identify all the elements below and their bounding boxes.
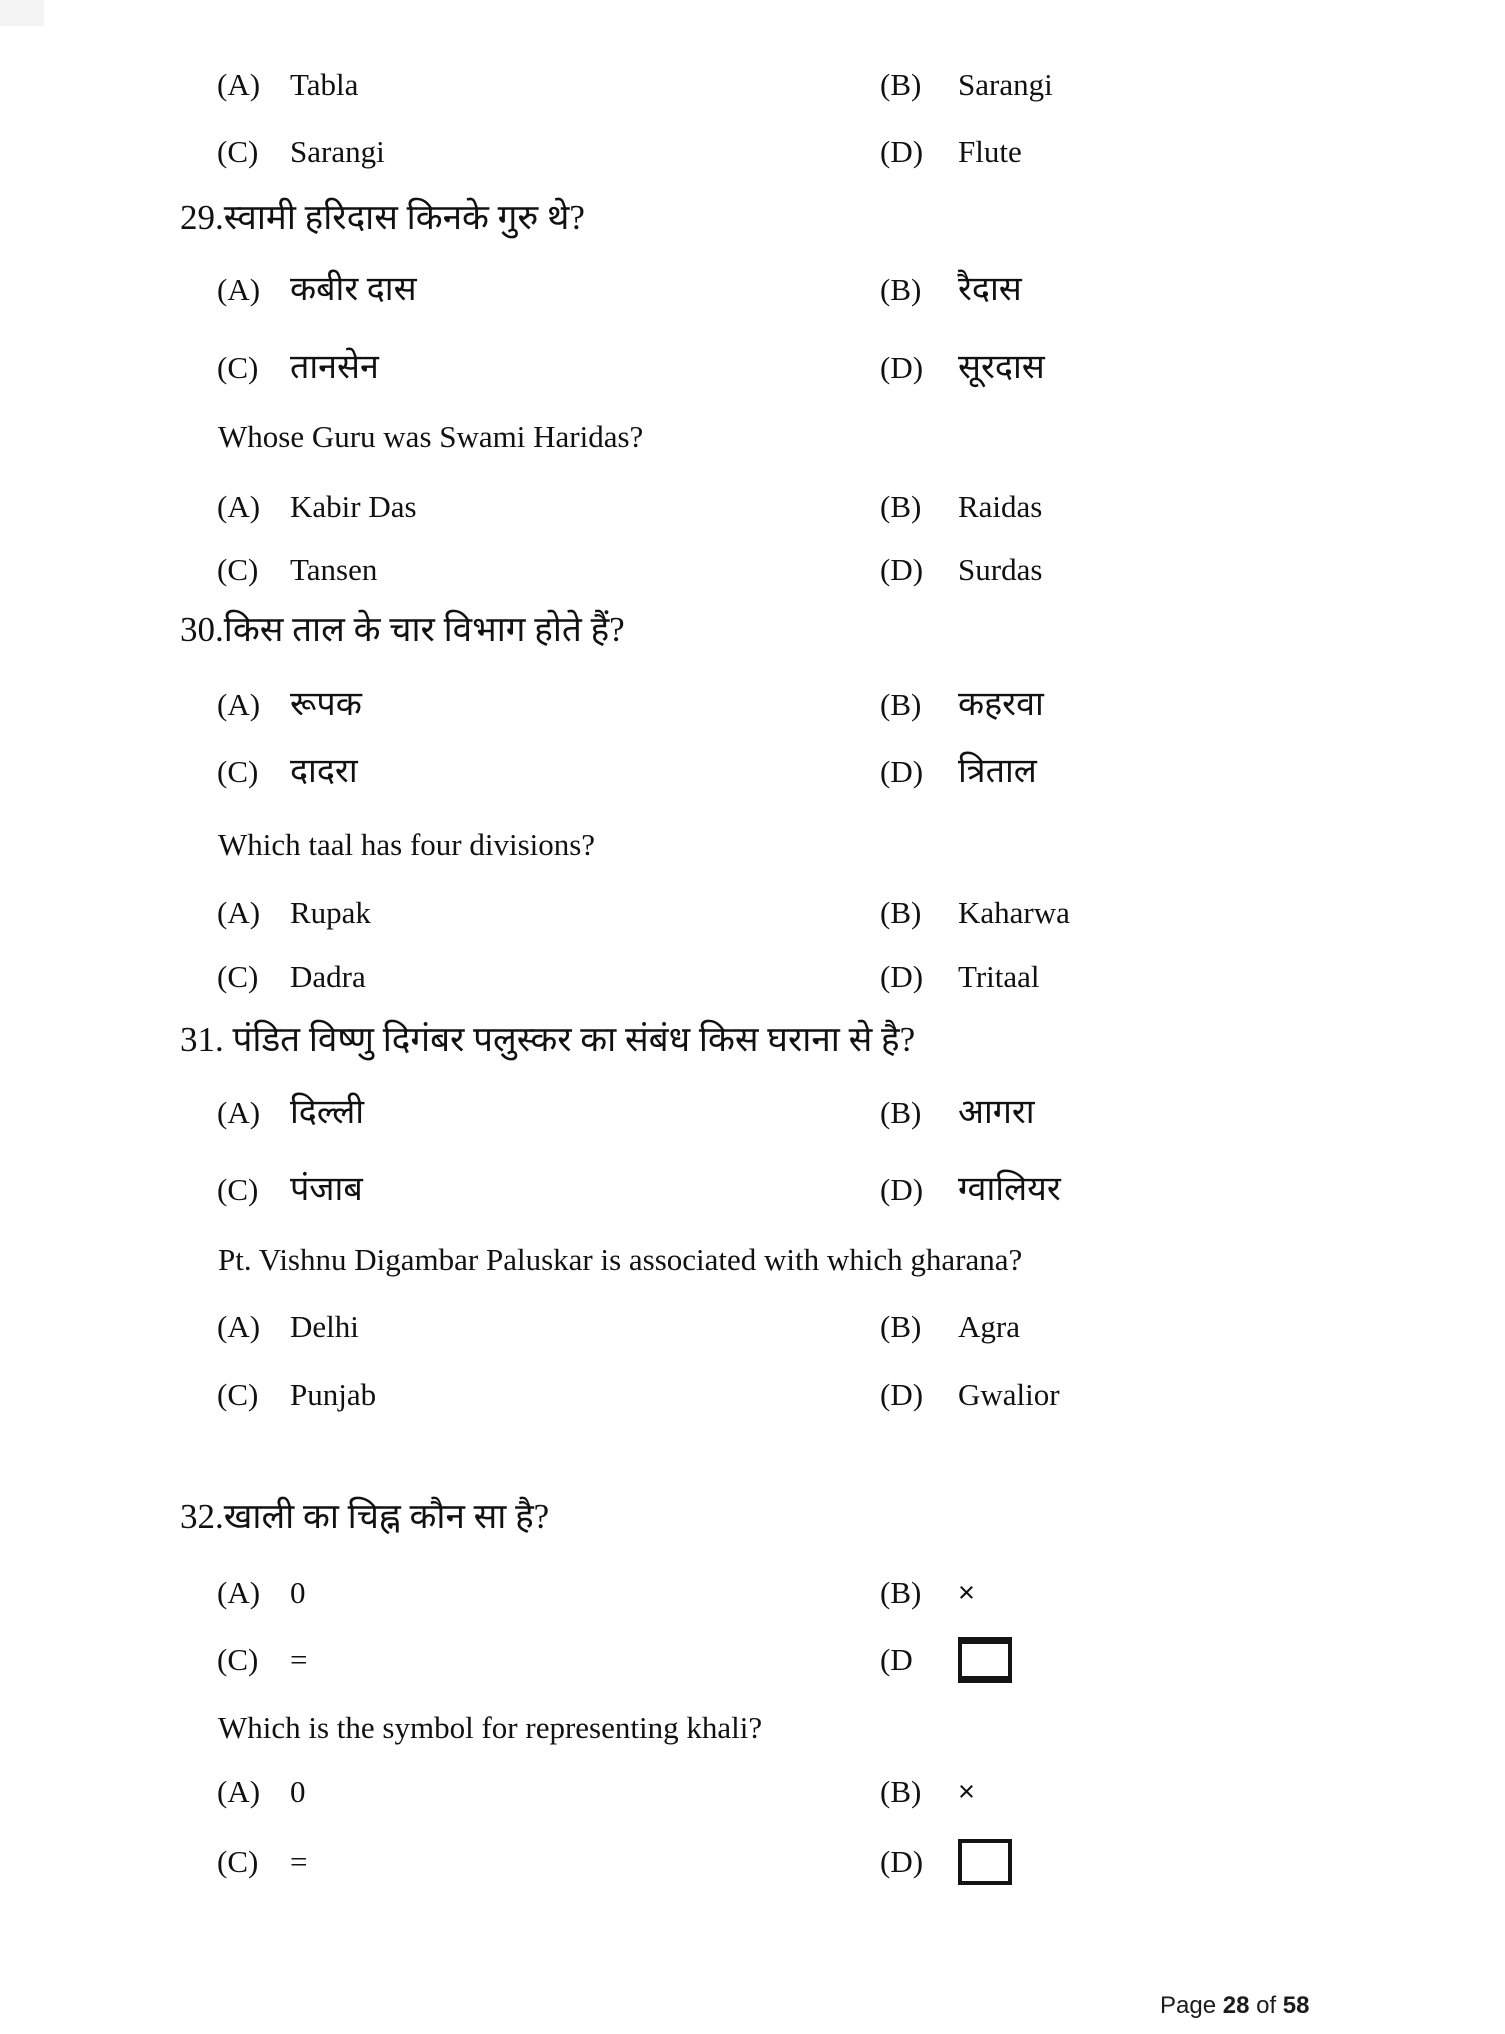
option-label: कबीर दास bbox=[290, 271, 417, 308]
footer-page-label: Page bbox=[1160, 1992, 1217, 2019]
option-c bbox=[217, 548, 377, 592]
option-label: Tansen bbox=[290, 552, 378, 587]
option-d bbox=[880, 1840, 1012, 1884]
question-32-hindi: 32.खाली का चिह्न कौन सा है? bbox=[180, 1497, 550, 1536]
footer-current-page: 28 bbox=[1222, 1992, 1250, 2019]
option-row bbox=[0, 1091, 1505, 1135]
question-31-hindi: 31. पंडित विष्णु दिगंबर पलुस्कर का संबंध किस घराना से है? bbox=[180, 1020, 916, 1059]
option-row bbox=[0, 1840, 1505, 1884]
option-letter: (D) bbox=[880, 134, 924, 169]
option-b bbox=[880, 485, 1042, 529]
option-c bbox=[217, 1840, 307, 1884]
option-letter: (C) bbox=[217, 1844, 259, 1879]
option-label: Sarangi bbox=[958, 67, 1053, 102]
option-letter: (C) bbox=[217, 1377, 259, 1412]
option-label: Kabir Das bbox=[290, 489, 417, 524]
option-letter: (A) bbox=[217, 489, 261, 524]
option-row bbox=[0, 130, 1505, 174]
option-letter: (B) bbox=[880, 1309, 922, 1344]
option-row bbox=[0, 268, 1505, 312]
option-a bbox=[217, 268, 417, 312]
footer-of-label: of bbox=[1256, 1992, 1277, 2019]
option-letter: (D) bbox=[880, 350, 924, 385]
option-d bbox=[880, 130, 1022, 174]
option-letter: (C) bbox=[217, 134, 259, 169]
option-row bbox=[0, 955, 1505, 999]
scan-artifact-patch bbox=[0, 0, 44, 26]
option-a bbox=[217, 1770, 306, 1814]
option-letter: (D) bbox=[880, 1172, 924, 1207]
option-letter: (A) bbox=[217, 687, 261, 722]
option-row bbox=[0, 1305, 1505, 1349]
option-label: ग्वालियर bbox=[958, 1171, 1061, 1208]
option-b bbox=[880, 1770, 975, 1814]
option-letter: (C) bbox=[217, 552, 259, 587]
option-d bbox=[880, 1168, 1061, 1212]
option-label: आगरा bbox=[958, 1094, 1035, 1131]
option-a bbox=[217, 683, 362, 727]
option-d bbox=[880, 1373, 1060, 1417]
option-letter: (D) bbox=[880, 552, 924, 587]
option-letter: (A) bbox=[217, 1095, 261, 1130]
option-letter: (B) bbox=[880, 272, 922, 307]
page-footer bbox=[1160, 1992, 1310, 2020]
option-label: दिल्ली bbox=[290, 1094, 365, 1131]
option-row bbox=[0, 750, 1505, 794]
option-row bbox=[0, 683, 1505, 727]
option-row bbox=[0, 548, 1505, 592]
option-label: Delhi bbox=[290, 1309, 359, 1344]
option-letter: (B) bbox=[880, 67, 922, 102]
option-letter: (A) bbox=[217, 895, 261, 930]
option-b bbox=[880, 1091, 1035, 1135]
option-c bbox=[217, 750, 358, 794]
option-letter: (D bbox=[880, 1642, 913, 1677]
option-label: पंजाब bbox=[290, 1171, 363, 1208]
question-29-english: Whose Guru was Swami Haridas? bbox=[218, 419, 644, 454]
option-letter: (A) bbox=[217, 272, 261, 307]
option-c bbox=[217, 955, 366, 999]
option-d bbox=[880, 955, 1040, 999]
question-30-hindi: 30.किस ताल के चार विभाग होते हैं? bbox=[180, 610, 625, 649]
option-row bbox=[0, 1168, 1505, 1212]
option-letter: (C) bbox=[217, 350, 259, 385]
option-letter: (B) bbox=[880, 1095, 922, 1130]
option-d bbox=[880, 548, 1042, 592]
option-letter: (D) bbox=[880, 959, 924, 994]
option-d bbox=[880, 750, 1037, 794]
option-label: त्रिताल bbox=[958, 753, 1037, 790]
option-c bbox=[217, 130, 385, 174]
option-label: Kaharwa bbox=[958, 895, 1070, 930]
option-c bbox=[217, 1638, 307, 1682]
option-label: Surdas bbox=[958, 552, 1043, 587]
option-row bbox=[0, 63, 1505, 107]
option-row bbox=[0, 891, 1505, 935]
option-letter: (C) bbox=[217, 754, 259, 789]
option-b bbox=[880, 891, 1070, 935]
option-d bbox=[880, 1638, 1012, 1682]
option-a bbox=[217, 63, 358, 107]
option-letter: (A) bbox=[217, 1774, 261, 1809]
option-d bbox=[880, 346, 1045, 390]
question-29-hindi: 29.स्वामी हरिदास किनके गुरु थे? bbox=[180, 198, 585, 237]
option-label: Sarangi bbox=[290, 134, 385, 169]
empty-box-symbol bbox=[958, 1839, 1012, 1885]
option-label: तानसेन bbox=[290, 349, 379, 386]
option-label: रूपक bbox=[290, 686, 362, 723]
option-letter: (D) bbox=[880, 1844, 924, 1879]
option-letter: (B) bbox=[880, 489, 922, 524]
option-letter: (A) bbox=[217, 1575, 261, 1610]
option-b bbox=[880, 1571, 975, 1615]
option-label: Tritaal bbox=[958, 959, 1040, 994]
option-b bbox=[880, 268, 1022, 312]
equals-symbol: = bbox=[290, 1844, 308, 1879]
footer-total-pages: 58 bbox=[1282, 1992, 1310, 2019]
option-letter: (D) bbox=[880, 1377, 924, 1412]
option-letter: (B) bbox=[880, 1774, 922, 1809]
option-a bbox=[217, 1305, 359, 1349]
option-label: Raidas bbox=[958, 489, 1043, 524]
zero-symbol: 0 bbox=[290, 1575, 306, 1610]
option-c bbox=[217, 1168, 363, 1212]
option-row bbox=[0, 1638, 1505, 1682]
option-letter: (C) bbox=[217, 1642, 259, 1677]
option-a bbox=[217, 1091, 364, 1135]
question-32-english: Which is the symbol for representing khali? bbox=[218, 1710, 763, 1745]
option-label: Rupak bbox=[290, 895, 371, 930]
option-label: रैदास bbox=[958, 271, 1022, 308]
option-row bbox=[0, 1571, 1505, 1615]
option-label: दादरा bbox=[290, 753, 358, 790]
option-label: कहरवा bbox=[958, 686, 1044, 723]
empty-box-symbol bbox=[958, 1637, 1012, 1683]
option-letter: (D) bbox=[880, 754, 924, 789]
option-b bbox=[880, 683, 1044, 727]
option-letter: (A) bbox=[217, 1309, 261, 1344]
option-letter: (C) bbox=[217, 959, 259, 994]
option-label: Dadra bbox=[290, 959, 366, 994]
option-letter: (C) bbox=[217, 1172, 259, 1207]
option-a bbox=[217, 485, 417, 529]
question-30-english: Which taal has four divisions? bbox=[218, 827, 596, 862]
option-c bbox=[217, 1373, 376, 1417]
equals-symbol: = bbox=[290, 1642, 308, 1677]
option-a bbox=[217, 1571, 306, 1615]
option-letter: (B) bbox=[880, 687, 922, 722]
option-label: Flute bbox=[958, 134, 1022, 169]
option-a bbox=[217, 891, 371, 935]
question-31-english: Pt. Vishnu Digambar Paluskar is associated with which gharana? bbox=[218, 1242, 1023, 1277]
option-letter: (A) bbox=[217, 67, 261, 102]
option-b bbox=[880, 1305, 1020, 1349]
option-letter: (B) bbox=[880, 1575, 922, 1610]
option-label: Punjab bbox=[290, 1377, 377, 1412]
option-label: सूरदास bbox=[958, 349, 1045, 386]
option-letter: (B) bbox=[880, 895, 922, 930]
option-row bbox=[0, 485, 1505, 529]
zero-symbol: 0 bbox=[290, 1774, 306, 1809]
option-row bbox=[0, 1373, 1505, 1417]
cross-symbol: × bbox=[958, 1776, 975, 1808]
option-c bbox=[217, 346, 379, 390]
cross-symbol: × bbox=[958, 1577, 975, 1609]
option-label: Tabla bbox=[290, 67, 359, 102]
option-label: Agra bbox=[958, 1309, 1020, 1344]
option-label: Gwalior bbox=[958, 1377, 1060, 1412]
option-row bbox=[0, 346, 1505, 390]
option-row bbox=[0, 1770, 1505, 1814]
option-b bbox=[880, 63, 1053, 107]
